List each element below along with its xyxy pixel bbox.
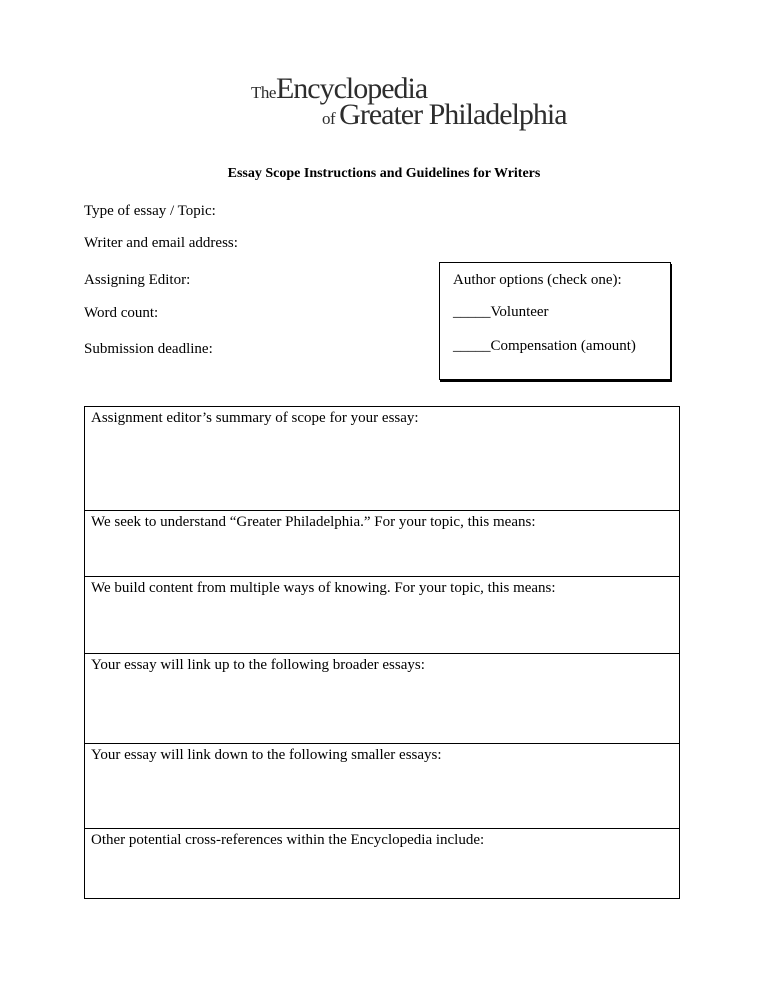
compensation-option[interactable]: _____Compensation (amount) — [453, 338, 636, 354]
scope-table — [84, 406, 680, 899]
logo-encyclopedia: Encyclopedia — [275, 72, 428, 105]
submission-deadline-label: Submission deadline: — [84, 341, 213, 357]
logo-greater-philadelphia: Greater Philadelphia — [339, 98, 567, 131]
encyclopedia-logo — [0, 70, 768, 130]
author-options-heading: Author options (check one): — [453, 272, 622, 288]
table-row — [85, 744, 680, 829]
table-row — [85, 407, 680, 511]
scope-summary-cell[interactable]: Assignment editor’s summary of scope for your essay: — [85, 407, 680, 511]
assigning-editor-label: Assigning Editor: — [84, 272, 191, 288]
document-title: Essay Scope Instructions and Guidelines for Writers — [227, 166, 541, 181]
word-count-label: Word count: — [84, 305, 159, 321]
logo-of: of — [322, 109, 336, 128]
type-of-essay-label: Type of essay / Topic: — [84, 203, 216, 219]
logo-the: The — [251, 83, 276, 102]
greater-philadelphia-cell[interactable]: We seek to understand “Greater Philadelphia.” For your topic, this means: — [85, 511, 680, 577]
cross-references-cell[interactable]: Other potential cross-references within the Encyclopedia include: — [85, 829, 680, 899]
table-row — [85, 511, 680, 577]
author-options-box — [439, 262, 671, 380]
volunteer-option[interactable]: _____Volunteer — [453, 304, 549, 320]
table-row — [85, 829, 680, 899]
table-row — [85, 577, 680, 654]
table-row — [85, 654, 680, 744]
writer-email-label: Writer and email address: — [84, 235, 238, 251]
logo-line-greater-philadelphia — [322, 98, 567, 132]
link-up-essays-cell[interactable]: Your essay will link up to the following broader essays: — [85, 654, 680, 744]
link-down-essays-cell[interactable]: Your essay will link down to the following smaller essays: — [85, 744, 680, 829]
ways-of-knowing-cell[interactable]: We build content from multiple ways of knowing. For your topic, this means: — [85, 577, 680, 654]
